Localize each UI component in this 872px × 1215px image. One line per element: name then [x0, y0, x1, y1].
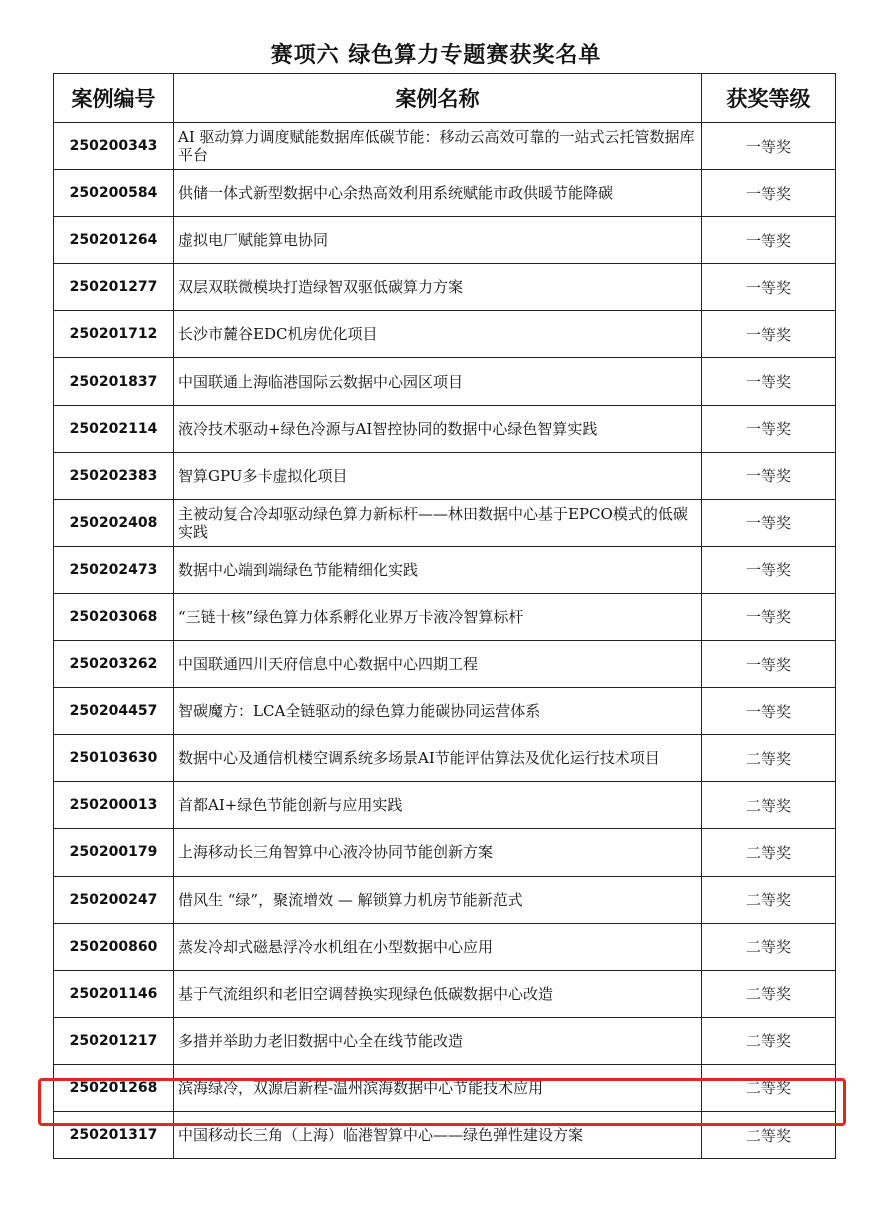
case-id-cell: 250203068	[54, 593, 174, 640]
case-name-cell: 中国移动长三角（上海）临港智算中心——绿色弹性建设方案	[174, 1111, 702, 1158]
case-id-cell: 250200343	[54, 123, 174, 170]
table-row	[54, 217, 836, 264]
case-id-cell: 250201268	[54, 1064, 174, 1111]
table-row	[54, 782, 836, 829]
award-level-cell: 一等奖	[702, 546, 836, 593]
case-name-cell: AI 驱动算力调度赋能数据库低碳节能：移动云高效可靠的一站式云托管数据库平台	[174, 123, 702, 170]
case-name-cell: 智碳魔方：LCA全链驱动的绿色算力能碳协同运营体系	[174, 688, 702, 735]
case-id-cell: 250200584	[54, 170, 174, 217]
award-level-cell: 二等奖	[702, 923, 836, 970]
award-level-cell: 二等奖	[702, 735, 836, 782]
table-header-row	[54, 74, 836, 123]
case-id-cell: 250203262	[54, 641, 174, 688]
table-row	[54, 970, 836, 1017]
table-row	[54, 311, 836, 358]
case-name-cell: 多措并举助力老旧数据中心全在线节能改造	[174, 1017, 702, 1064]
case-name-cell: 液冷技术驱动+绿色冷源与AI智控协同的数据中心绿色智算实践	[174, 405, 702, 452]
case-id-cell: 250200860	[54, 923, 174, 970]
table-row	[54, 358, 836, 405]
table-row	[54, 546, 836, 593]
award-level-cell: 一等奖	[702, 499, 836, 546]
case-name-cell: 主被动复合冷却驱动绿色算力新标杆——林田数据中心基于EPCO模式的低碳实践	[174, 499, 702, 546]
award-level-cell: 一等奖	[702, 452, 836, 499]
award-level-cell: 二等奖	[702, 1017, 836, 1064]
case-name-cell: 首都AI+绿色节能创新与应用实践	[174, 782, 702, 829]
case-name-cell: 滨海绿冷，双源启新程-温州滨海数据中心节能技术应用	[174, 1064, 702, 1111]
case-name-cell: 借风生 “绿”，聚流增效 — 解锁算力机房节能新范式	[174, 876, 702, 923]
case-name-cell: 中国联通四川天府信息中心数据中心四期工程	[174, 641, 702, 688]
table-row	[54, 923, 836, 970]
award-level-cell: 一等奖	[702, 688, 836, 735]
case-id-cell: 250201146	[54, 970, 174, 1017]
table-body	[54, 123, 836, 1159]
case-id-cell: 250201277	[54, 264, 174, 311]
award-level-cell: 二等奖	[702, 1111, 836, 1158]
table-row	[54, 593, 836, 640]
case-id-cell: 250201837	[54, 358, 174, 405]
case-id-cell: 250201317	[54, 1111, 174, 1158]
case-id-cell: 250204457	[54, 688, 174, 735]
case-name-cell: 基于气流组织和老旧空调替换实现绿色低碳数据中心改造	[174, 970, 702, 1017]
case-id-cell: 250201217	[54, 1017, 174, 1064]
case-name-cell: 双层双联微模块打造绿智双驱低碳算力方案	[174, 264, 702, 311]
award-level-cell: 二等奖	[702, 1064, 836, 1111]
table-row	[54, 1017, 836, 1064]
case-id-cell: 250200179	[54, 829, 174, 876]
case-id-cell: 250202473	[54, 546, 174, 593]
case-id-cell: 250202383	[54, 452, 174, 499]
table-row	[54, 829, 836, 876]
case-id-cell: 250200013	[54, 782, 174, 829]
case-name-cell: 上海移动长三角智算中心液冷协同节能创新方案	[174, 829, 702, 876]
case-name-cell: 蒸发冷却式磁悬浮冷水机组在小型数据中心应用	[174, 923, 702, 970]
case-name-cell: 数据中心端到端绿色节能精细化实践	[174, 546, 702, 593]
table-row	[54, 170, 836, 217]
award-level-cell: 一等奖	[702, 170, 836, 217]
table-row	[54, 688, 836, 735]
case-name-cell: 长沙市麓谷EDC机房优化项目	[174, 311, 702, 358]
table-row	[54, 123, 836, 170]
case-id-cell: 250202114	[54, 405, 174, 452]
case-name-cell: 中国联通上海临港国际云数据中心园区项目	[174, 358, 702, 405]
award-level-cell: 一等奖	[702, 311, 836, 358]
awards-table	[53, 73, 836, 1159]
award-level-cell: 二等奖	[702, 876, 836, 923]
case-id-cell: 250201264	[54, 217, 174, 264]
award-level-cell: 一等奖	[702, 641, 836, 688]
header-case-id: 案例编号	[54, 74, 174, 123]
header-award-level: 获奖等级	[702, 74, 836, 123]
case-id-cell: 250103630	[54, 735, 174, 782]
award-level-cell: 一等奖	[702, 593, 836, 640]
case-name-cell: 数据中心及通信机楼空调系统多场景AI节能评估算法及优化运行技术项目	[174, 735, 702, 782]
award-level-cell: 二等奖	[702, 829, 836, 876]
case-name-cell: 供储一体式新型数据中心余热高效利用系统赋能市政供暖节能降碳	[174, 170, 702, 217]
table-row	[54, 641, 836, 688]
header-case-name: 案例名称	[174, 74, 702, 123]
award-level-cell: 二等奖	[702, 970, 836, 1017]
award-level-cell: 一等奖	[702, 264, 836, 311]
case-name-cell: “三链十核”绿色算力体系孵化业界万卡液冷智算标杆	[174, 593, 702, 640]
case-name-cell: 智算GPU多卡虚拟化项目	[174, 452, 702, 499]
highlight-box	[38, 1078, 846, 1126]
case-id-cell: 250200247	[54, 876, 174, 923]
table-row	[54, 452, 836, 499]
page-title: 赛项六 绿色算力专题赛获奖名单	[270, 43, 602, 68]
case-name-cell: 虚拟电厂赋能算电协同	[174, 217, 702, 264]
award-level-cell: 一等奖	[702, 123, 836, 170]
table-row	[54, 264, 836, 311]
case-id-cell: 250201712	[54, 311, 174, 358]
case-id-cell: 250202408	[54, 499, 174, 546]
table-row	[54, 405, 836, 452]
award-level-cell: 二等奖	[702, 782, 836, 829]
table-row	[54, 876, 836, 923]
table-row	[54, 735, 836, 782]
award-level-cell: 一等奖	[702, 217, 836, 264]
award-level-cell: 一等奖	[702, 358, 836, 405]
table-row	[54, 499, 836, 546]
award-level-cell: 一等奖	[702, 405, 836, 452]
